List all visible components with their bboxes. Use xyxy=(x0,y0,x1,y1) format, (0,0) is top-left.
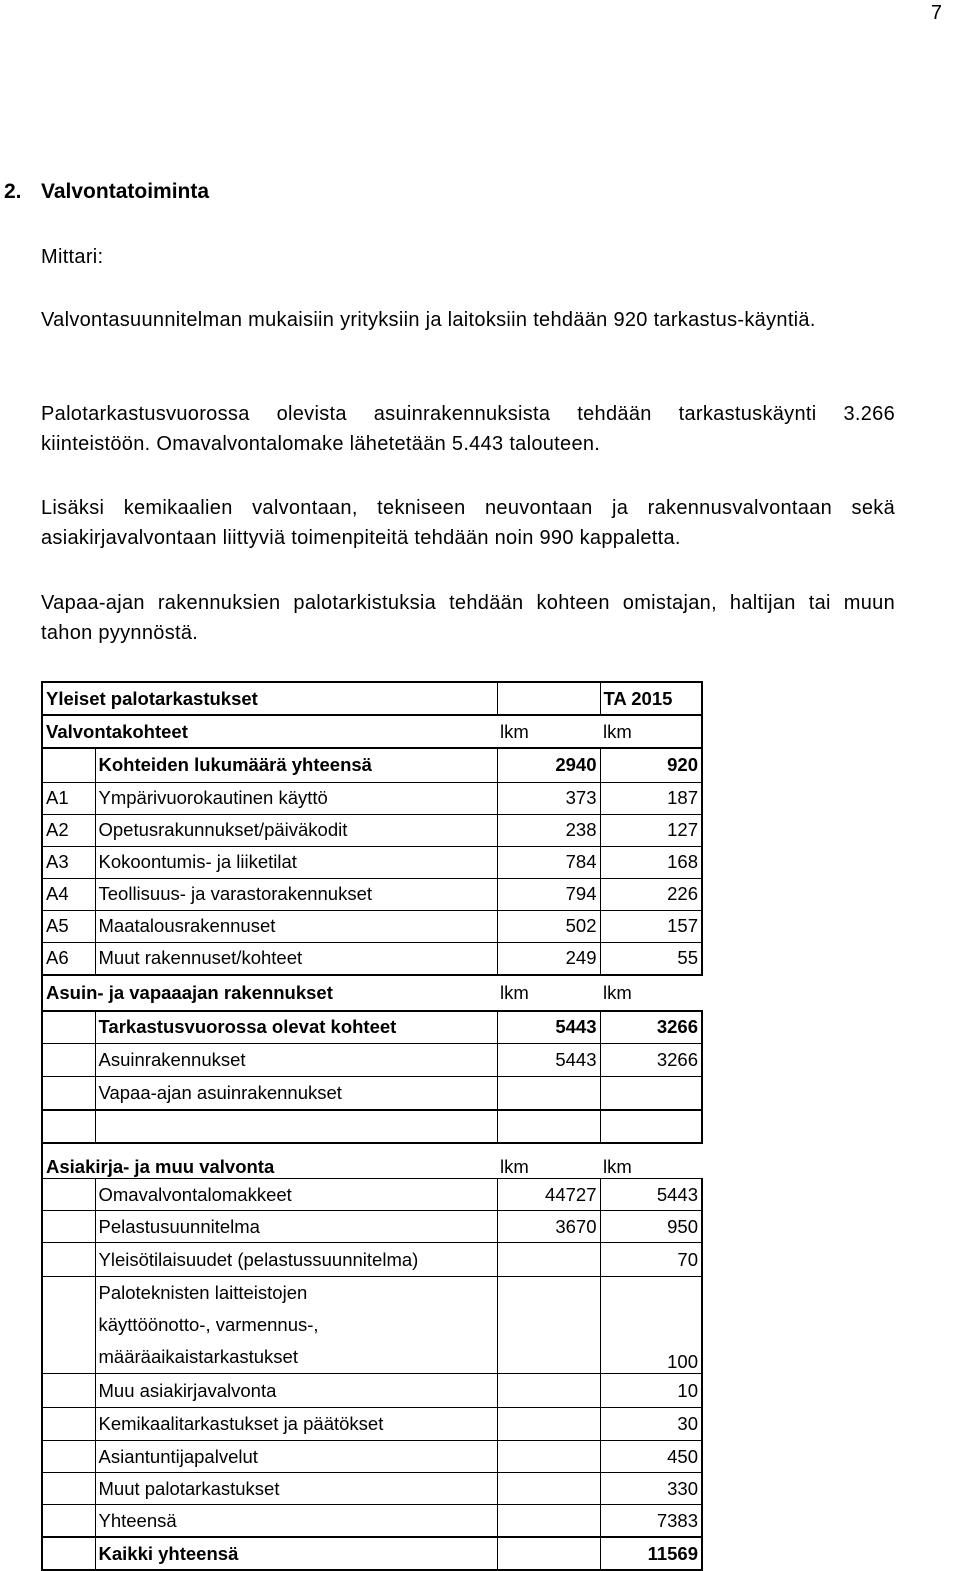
table-row xyxy=(42,1077,702,1110)
row-value-a xyxy=(497,1441,600,1473)
row-code: A1 xyxy=(42,782,95,814)
row-value-a: 249 xyxy=(497,942,600,975)
row-label: Maatalousrakennuset xyxy=(95,910,497,942)
paragraph-mittari: Mittari: xyxy=(41,246,104,268)
row-value-a: 2940 xyxy=(497,748,600,782)
paragraph-valvontasuunnitelma: Valvontasuunnitelman mukaisiin yrityksiin ja laitoksiin tehdään 920 tarkastus-käyntiä. xyxy=(41,309,816,331)
table-row xyxy=(42,1505,702,1538)
column-unit-b: lkm xyxy=(600,975,702,1011)
table-row xyxy=(42,942,702,975)
row-value-a: 5443 xyxy=(497,1044,600,1077)
table-row xyxy=(42,1011,702,1044)
row-value-a xyxy=(497,1473,600,1505)
table-cell xyxy=(42,1473,95,1505)
row-value-b: 7383 xyxy=(600,1505,702,1538)
section-title: Valvontatoiminta xyxy=(41,180,210,203)
inspection-table xyxy=(41,681,703,1571)
table-row xyxy=(42,1374,702,1408)
section-header-row xyxy=(42,715,702,748)
row-label: Muut rakennuset/kohteet xyxy=(95,942,497,975)
table-cell xyxy=(95,1110,497,1143)
row-label: Kohteiden lukumäärä yhteensä xyxy=(95,748,497,782)
row-value-b: 920 xyxy=(600,748,702,782)
row-value-b: 3266 xyxy=(600,1011,702,1044)
ta-2015-header: TA 2015 xyxy=(600,682,702,715)
table-row-empty xyxy=(42,1110,702,1143)
row-value-b: 70 xyxy=(600,1243,702,1277)
table-row xyxy=(42,1211,702,1243)
paragraph-vapaa-ajan: Vapaa-ajan rakennuksien palotarkistuksia tehdään kohteen omistajan, haltijan tai muun tahon pyynnöstä. xyxy=(41,592,895,644)
table-row xyxy=(42,846,702,878)
row-value-b: 3266 xyxy=(600,1044,702,1077)
table-title: Yleiset palotarkastukset xyxy=(42,682,497,715)
row-value-b xyxy=(600,1077,702,1110)
table-row xyxy=(42,782,702,814)
table-row xyxy=(42,910,702,942)
section-label-asuin: Asuin- ja vapaaajan rakennukset xyxy=(42,975,497,1011)
table-row xyxy=(42,1179,702,1211)
row-value-b: 226 xyxy=(600,878,702,910)
page-number: 7 xyxy=(930,2,942,24)
row-label: Opetusrakunnukset/päiväkodit xyxy=(95,814,497,846)
table-row xyxy=(42,878,702,910)
table-cell xyxy=(42,1277,95,1374)
table-cell xyxy=(42,1211,95,1243)
section-number: 2. xyxy=(4,180,22,203)
row-label: Yhteensä xyxy=(95,1505,497,1538)
row-value-a: 5443 xyxy=(497,1011,600,1044)
table-row xyxy=(42,814,702,846)
row-value-b: 11569 xyxy=(600,1537,702,1570)
row-value-a: 44727 xyxy=(497,1179,600,1211)
row-value-a xyxy=(497,1243,600,1277)
table-row xyxy=(42,1277,702,1374)
section-label-valvontakohteet: Valvontakohteet xyxy=(42,715,497,748)
row-value-a xyxy=(497,1537,600,1570)
table-row xyxy=(42,1473,702,1505)
table-row xyxy=(42,1441,702,1473)
row-label: Kemikaalitarkastukset ja päätökset xyxy=(95,1408,497,1441)
table-cell xyxy=(42,1179,95,1211)
column-unit-a: lkm xyxy=(497,715,600,748)
row-label: Omavalvontalomakkeet xyxy=(95,1179,497,1211)
row-value-b: 950 xyxy=(600,1211,702,1243)
row-value-b: 10 xyxy=(600,1374,702,1408)
row-value-b: 187 xyxy=(600,782,702,814)
section-header-row xyxy=(42,1143,702,1179)
table-cell xyxy=(42,1408,95,1441)
row-label: Teollisuus- ja varastorakennukset xyxy=(95,878,497,910)
row-value-a: 238 xyxy=(497,814,600,846)
table-row xyxy=(42,1408,702,1441)
column-unit-a: lkm xyxy=(497,1143,600,1179)
table-cell xyxy=(600,1110,702,1143)
row-code: A2 xyxy=(42,814,95,846)
column-unit-b: lkm xyxy=(600,715,702,748)
row-label: Vapaa-ajan asuinrakennukset xyxy=(95,1077,497,1110)
section-header-row xyxy=(42,975,702,1011)
row-label: Tarkastusvuorossa olevat kohteet xyxy=(95,1011,497,1044)
row-label: Asuinrakennukset xyxy=(95,1044,497,1077)
row-value-a: 3670 xyxy=(497,1211,600,1243)
table-cell xyxy=(42,1011,95,1044)
table-cell xyxy=(497,682,600,715)
row-label: Yleisötilaisuudet (pelastussuunnitelma) xyxy=(95,1243,497,1277)
row-code: A4 xyxy=(42,878,95,910)
row-value-a xyxy=(497,1408,600,1441)
column-unit-a: lkm xyxy=(497,975,600,1011)
table-cell xyxy=(42,1044,95,1077)
row-value-a xyxy=(497,1277,600,1374)
row-value-a: 794 xyxy=(497,878,600,910)
row-label: Muu asiakirjavalvonta xyxy=(95,1374,497,1408)
row-value-a xyxy=(497,1077,600,1110)
row-value-b: 450 xyxy=(600,1441,702,1473)
row-label: Asiantuntijapalvelut xyxy=(95,1441,497,1473)
row-value-a xyxy=(497,1505,600,1538)
table-cell xyxy=(42,1374,95,1408)
row-label: Kaikki yhteensä xyxy=(95,1537,497,1570)
table-cell xyxy=(42,748,95,782)
row-label: Paloteknisten laitteistojen käyttöönotto-, varmennus-, määräaikaistarkastukset xyxy=(95,1277,497,1374)
row-value-b: 100 xyxy=(600,1277,702,1374)
paragraph-lisaksi: Lisäksi kemikaalien valvontaan, tekniseen neuvontaan ja rakennusvalvontaan sekä asiakirjavalvontaan liittyviä toimenpiteitä tehdään noin 990 kappaletta. xyxy=(41,497,895,549)
row-label: Pelastusuunnitelma xyxy=(95,1211,497,1243)
table-row xyxy=(42,1537,702,1570)
row-label: Ympärivuorokautinen käyttö xyxy=(95,782,497,814)
row-value-b: 157 xyxy=(600,910,702,942)
row-value-b: 127 xyxy=(600,814,702,846)
table-row xyxy=(42,1243,702,1277)
row-value-a xyxy=(497,1374,600,1408)
column-unit-b: lkm xyxy=(600,1143,702,1179)
row-label: Kokoontumis- ja liiketilat xyxy=(95,846,497,878)
row-code: A5 xyxy=(42,910,95,942)
table-cell xyxy=(42,1441,95,1473)
row-code: A6 xyxy=(42,942,95,975)
row-value-a: 502 xyxy=(497,910,600,942)
table-cell xyxy=(42,1505,95,1538)
row-value-b: 55 xyxy=(600,942,702,975)
section-label-asiakirja: Asiakirja- ja muu valvonta xyxy=(42,1143,497,1179)
table-row xyxy=(42,1044,702,1077)
table-cell xyxy=(42,1110,95,1143)
row-value-a: 373 xyxy=(497,782,600,814)
table-cell xyxy=(42,1243,95,1277)
row-value-b: 30 xyxy=(600,1408,702,1441)
row-code: A3 xyxy=(42,846,95,878)
row-value-b: 330 xyxy=(600,1473,702,1505)
table-row xyxy=(42,748,702,782)
row-value-a: 784 xyxy=(497,846,600,878)
table-cell xyxy=(42,1077,95,1110)
table-cell xyxy=(497,1110,600,1143)
table-title-row xyxy=(42,682,702,715)
row-value-b: 168 xyxy=(600,846,702,878)
paragraph-palotarkastusvuoro: Palotarkastusvuorossa olevista asuinrakennuksista tehdään tarkastuskäynti 3.266 kiinteistöön. Omavalvontalomake lähetetään 5.443 talouteen. xyxy=(41,403,895,455)
row-label: Muut palotarkastukset xyxy=(95,1473,497,1505)
table-cell xyxy=(42,1537,95,1570)
row-value-b: 5443 xyxy=(600,1179,702,1211)
